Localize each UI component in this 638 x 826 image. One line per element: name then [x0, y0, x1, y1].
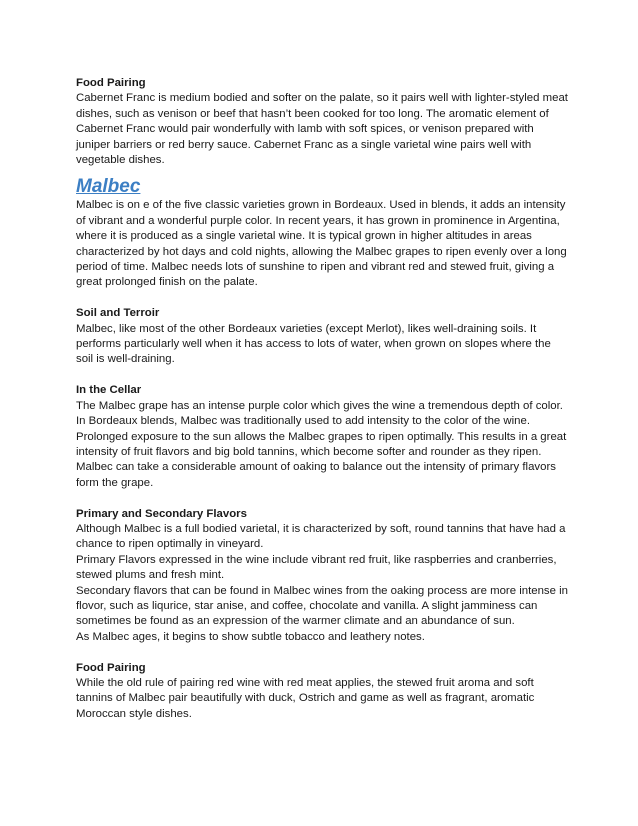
food-pairing-heading-cabernet: Food Pairing — [76, 77, 146, 89]
food-pairing-heading-malbec: Food Pairing — [76, 661, 146, 674]
document-page — [76, 76, 568, 722]
soil-terroir-heading: Soil and Terroir — [76, 307, 160, 320]
flavors-paragraph-1: Although Malbec is a full bodied varietal, it is characterized by soft, round tannins that have had a chance to ripen optimally in vineyard. — [76, 522, 566, 551]
malbec-intro-paragraph: Malbec is on e of the five classic varieties grown in Bordeaux. Used in blends, it adds an intensity of vibrant and a wonderful purple color. In recent years, it has grown in prominence in Argentina, where it is produced as a single varietal wine. It is typical grown in higher altitudes in areas characterized by hot days and cold nights, allowing the Malbec grapes to ripen evenly over a long period of time. Malbec needs lots of sunshine to ripen and vibrant red and stewed fruit, giving a great prolonged finish on the palate. — [76, 199, 567, 289]
food-pairing-body-malbec: While the old rule of pairing red wine with red meat applies, the stewed fruit aroma and soft tannins of Malbec pair beautifully with duck, Ostrich and game as well as fragrant, aromatic Moroccan style dishes. — [76, 676, 535, 720]
flavors-paragraph-3: Secondary flavors that can be found in Malbec wines from the oaking process are more intense in flovor, such as liqurice, star anise, and coffee, chocolate and vanilla. A slight jamminess can sometimes be found as an expression of the warmer climate and an abundance of sun. — [76, 584, 568, 628]
flavors-heading: Primary and Secondary Flavors — [76, 507, 247, 520]
food-pairing-body-cabernet: Cabernet Franc is medium bodied and softer on the palate, so it pairs well with lighter-styled meat dishes, such as venison or beef that hasn’t been cooked for too long. The aromatic element of Cabernet Franc would pair wonderfully with lamb with soft spices, or venison prepared with juniper barriers or red berry sauce. Cabernet Franc as a single varietal wine pairs well with vegetable dishes. — [76, 92, 568, 167]
spacer — [76, 368, 568, 383]
in-the-cellar-heading: In the Cellar — [76, 384, 142, 397]
page-title-malbec: Malbec — [76, 176, 141, 198]
spacer — [76, 645, 568, 660]
in-the-cellar-body: The Malbec grape has an intense purple color which gives the wine a tremendous depth of color. In Bordeaux blends, Malbec was traditionally used to add intensity to the color of the wine. Prolonged exposure to the sun allows the Malbec grapes to ripen optimally. This results in a great intensity of fruit flavors and big bold tannins, which become softer and rounder as they ripen. Malbec can take a considerable amount of oaking to balance out the intensity of primary flavors form the grape. — [76, 399, 567, 489]
spacer — [76, 491, 568, 506]
flavors-paragraph-4: As Malbec ages, it begins to show subtle tobacco and leathery notes. — [76, 630, 425, 643]
spacer — [76, 291, 568, 306]
flavors-paragraph-2: Primary Flavors expressed in the wine include vibrant red fruit, like raspberries and cranberries, stewed plums and fresh mint. — [76, 553, 557, 582]
soil-terroir-body: Malbec, like most of the other Bordeaux varieties (except Merlot), likes well-draining soils. It performs particularly well when it has access to lots of water, when grown on slopes where the soil is well-draining. — [76, 322, 551, 366]
